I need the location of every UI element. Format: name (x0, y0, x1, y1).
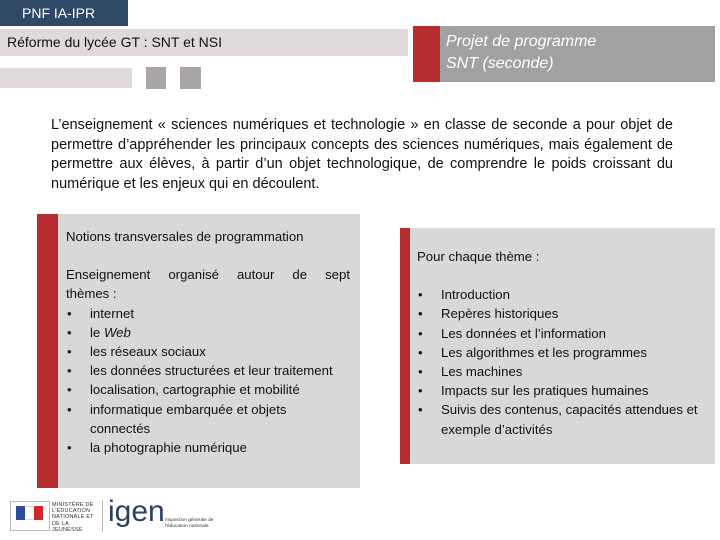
list-item: • les données structurées et leur traitement (66, 361, 350, 380)
bullet: • (418, 287, 423, 303)
list-item: • informatique embarquée et objets connectés (67, 401, 287, 436)
left-panel-subheading-end: thèmes : (66, 286, 117, 302)
list-item: • Les données et l’information (417, 324, 707, 343)
bullet: • (67, 440, 72, 456)
title-line-1: Projet de programme (446, 33, 597, 50)
bullet: • (67, 324, 72, 340)
bullet: • (67, 344, 72, 360)
flag-blue (16, 506, 25, 520)
footer-divider (102, 500, 103, 532)
sections-list (417, 285, 707, 439)
themes-list (66, 304, 350, 458)
list-item: • localisation, cartographie et mobilité (66, 380, 350, 399)
decorative-square (146, 67, 166, 89)
list-item: • le Web (66, 323, 350, 342)
right-panel-accent (400, 228, 410, 464)
list-item: • Les machines (417, 362, 707, 381)
right-panel-content (417, 247, 707, 439)
list-item: • Introduction (417, 285, 707, 304)
list-item: • la photographie numérique (66, 438, 350, 457)
list-item: • internet (66, 304, 350, 323)
ministry-logo-text: MINISTÈRE DE L'ÉDUCATION NATIONALE ET DE LA JEUNESSE (52, 502, 94, 533)
bullet: • (418, 325, 423, 341)
header-tag: PNF IA-IPR (0, 0, 128, 26)
bullet: • (67, 363, 72, 379)
list-item: • Suivis des contenus, capacités attendues et exemple d’activités (418, 402, 698, 437)
bullet: • (67, 382, 72, 398)
title-accent (413, 26, 440, 82)
bullet: • (67, 401, 72, 417)
flag-red (34, 506, 43, 520)
bullet: • (67, 305, 72, 321)
list-item: • Les algorithmes et les programmes (417, 343, 707, 362)
bullet: • (418, 364, 423, 380)
bullet: • (418, 306, 423, 322)
left-panel-subheading: Enseignement organisé autour de sept (66, 267, 350, 283)
igen-logo: igen (108, 495, 165, 528)
intro-paragraph: L’enseignement « sciences numériques et technologie » en classe de seconde a pour objet de permettre d’appréhender les principaux concepts des sciences numériques, mais également de permettre aux élèves, à partir d’un objet technologique, de comprendre le poids croissant du numérique et les enjeux qui en découlent. (51, 117, 673, 192)
bullet: • (418, 383, 423, 399)
left-panel-heading: Notions transversales de programmation (66, 229, 304, 244)
list-item: • Repères historiques (417, 304, 707, 323)
bullet: • (418, 344, 423, 360)
bullet: • (418, 402, 423, 418)
igen-logo-subtitle: Inspection générale de l'éducation nationale (165, 518, 214, 529)
list-item: • les réseaux sociaux (66, 342, 350, 361)
left-panel-content (66, 227, 350, 457)
flag-white (25, 506, 34, 520)
decorative-square (180, 67, 201, 89)
subtitle-bar: Réforme du lycée GT : SNT et NSI (0, 29, 408, 56)
page-title (446, 31, 711, 75)
list-item: • Impacts sur les pratiques humaines (417, 381, 707, 400)
right-panel-heading: Pour chaque thème : (417, 249, 540, 264)
decorative-bar (0, 68, 132, 88)
left-panel-accent (37, 214, 58, 488)
title-line-2: SNT (seconde) (446, 55, 554, 72)
